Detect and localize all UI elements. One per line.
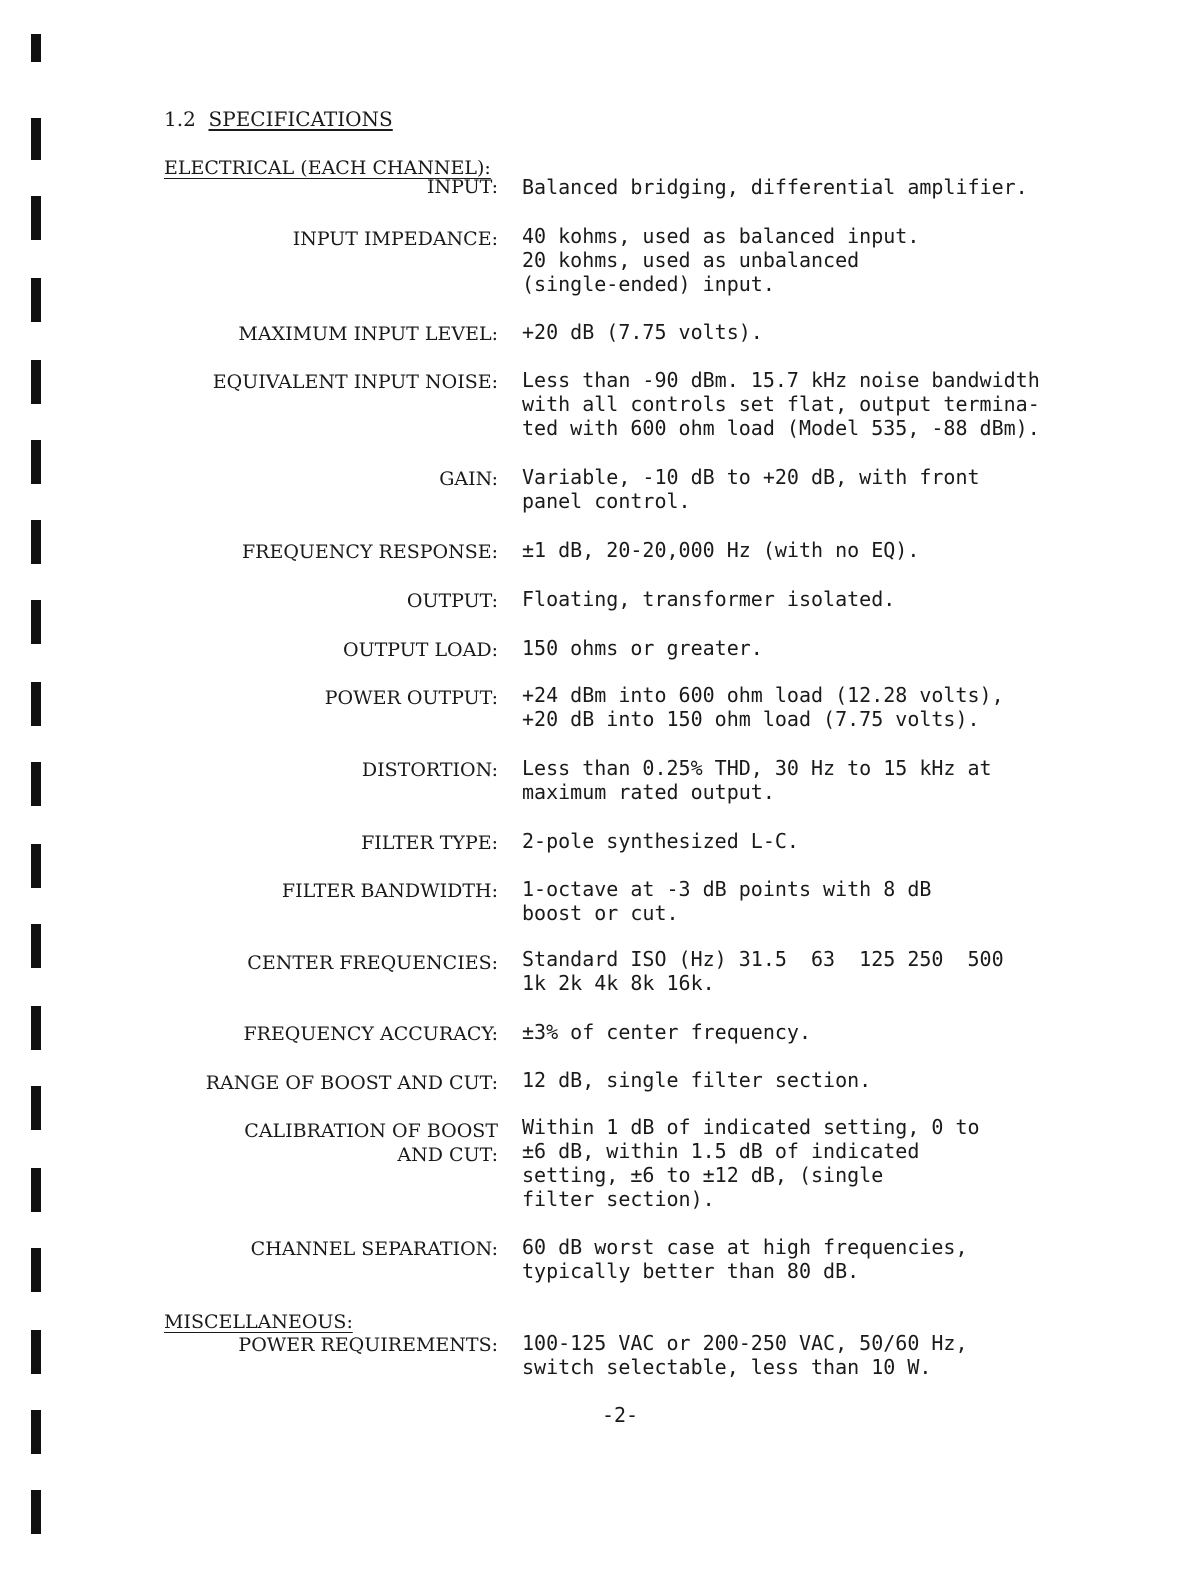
spec-label-filter-bandwidth: FILTER BANDWIDTH: <box>281 880 498 902</box>
spec-label-maximum-input-level: MAXIMUM INPUT LEVEL: <box>238 323 498 345</box>
spec-value-channel-separation: 60 dB worst case at high frequencies, typically better than 80 dB. <box>522 1235 968 1283</box>
spec-value-input: Balanced bridging, differential amplifier. <box>522 175 1028 199</box>
spec-label-distortion: DISTORTION: <box>361 759 498 781</box>
binder-hole <box>31 1248 41 1292</box>
binder-hole <box>31 196 41 240</box>
binder-hole <box>31 924 41 968</box>
binder-hole <box>31 360 41 404</box>
binder-hole <box>31 1330 41 1374</box>
spec-value-equivalent-input-noise: Less than -90 dBm. 15.7 kHz noise bandwidth with all controls set flat, output termina- ted with 600 ohm load (Model 535, -88 dBm). <box>522 368 1040 440</box>
spec-label-center-frequencies: CENTER FREQUENCIES: <box>247 952 498 974</box>
spec-label-gain: GAIN: <box>439 468 498 490</box>
spec-value-gain: Variable, -10 dB to +20 dB, with front panel control. <box>522 465 980 513</box>
spec-value-frequency-accuracy: ±3% of center frequency. <box>522 1020 811 1044</box>
binder-hole <box>31 762 41 806</box>
spec-value-center-frequencies: Standard ISO (Hz) 31.5 63 125 250 500 1k 2k 4k 8k 16k. <box>522 947 1004 995</box>
spec-label-output: OUTPUT: <box>406 590 498 612</box>
spec-value-calibration-of-boost-and-cut: Within 1 dB of indicated setting, 0 to ±6 dB, within 1.5 dB of indicated setting, ±6 to ±12 dB, (single filter section). <box>522 1115 980 1211</box>
spec-label-equivalent-input-noise: EQUIVALENT INPUT NOISE: <box>212 371 498 393</box>
spec-value-frequency-response: ±1 dB, 20-20,000 Hz (with no EQ). <box>522 538 920 562</box>
spec-value-filter-bandwidth: 1-octave at -3 dB points with 8 dB boost or cut. <box>522 877 932 925</box>
binder-hole <box>31 118 41 160</box>
page-number: -2- <box>601 1403 639 1427</box>
spec-value-power-output: +24 dBm into 600 ohm load (12.28 volts), +20 dB into 150 ohm load (7.75 volts). <box>522 683 1004 731</box>
binder-hole <box>31 278 41 322</box>
section-number: 1.2 <box>164 107 196 131</box>
miscellaneous-heading: MISCELLANEOUS: <box>164 1311 353 1333</box>
binder-hole <box>31 34 41 62</box>
binder-hole <box>31 1490 41 1534</box>
electrical-heading: ELECTRICAL (EACH CHANNEL): <box>164 157 491 179</box>
spec-label-power-output: POWER OUTPUT: <box>324 687 498 709</box>
binder-hole <box>31 844 41 888</box>
spec-label-range-of-boost-and-cut: RANGE OF BOOST AND CUT: <box>205 1072 498 1094</box>
spec-label-filter-type: FILTER TYPE: <box>361 832 498 854</box>
spec-label-calibration-of-boost-and-cut: CALIBRATION OF BOOST AND CUT: <box>244 1120 498 1166</box>
binder-hole <box>31 440 41 484</box>
section-title: SPECIFICATIONS <box>208 107 393 131</box>
spec-value-power-requirements: 100-125 VAC or 200-250 VAC, 50/60 Hz, switch selectable, less than 10 W. <box>522 1331 968 1379</box>
spec-label-frequency-accuracy: FREQUENCY ACCURACY: <box>243 1023 498 1045</box>
spec-label-channel-separation: CHANNEL SEPARATION: <box>250 1238 498 1260</box>
binder-hole <box>31 1168 41 1212</box>
spec-label-power-requirements: POWER REQUIREMENTS: <box>238 1334 498 1356</box>
spec-label-input-impedance: INPUT IMPEDANCE: <box>292 228 498 250</box>
binder-hole <box>31 1006 41 1050</box>
spec-label-output-load: OUTPUT LOAD: <box>343 639 498 661</box>
spec-value-distortion: Less than 0.25% THD, 30 Hz to 15 kHz at maximum rated output. <box>522 756 992 804</box>
binder-hole <box>31 520 41 564</box>
spec-value-output: Floating, transformer isolated. <box>522 587 896 611</box>
spec-value-input-impedance: 40 kohms, used as balanced input. 20 kohms, used as unbalanced (single-ended) input. <box>522 224 920 296</box>
binder-hole <box>31 1086 41 1130</box>
binder-hole <box>31 682 41 726</box>
spec-label-input: INPUT: <box>427 176 498 198</box>
spec-label-frequency-response: FREQUENCY RESPONSE: <box>241 541 498 563</box>
section-heading <box>164 104 393 134</box>
spec-value-output-load: 150 ohms or greater. <box>522 636 763 660</box>
spec-value-maximum-input-level: +20 dB (7.75 volts). <box>522 320 763 344</box>
spec-value-range-of-boost-and-cut: 12 dB, single filter section. <box>522 1068 872 1092</box>
spec-value-filter-type: 2-pole synthesized L-C. <box>522 829 799 853</box>
binder-hole <box>31 600 41 644</box>
